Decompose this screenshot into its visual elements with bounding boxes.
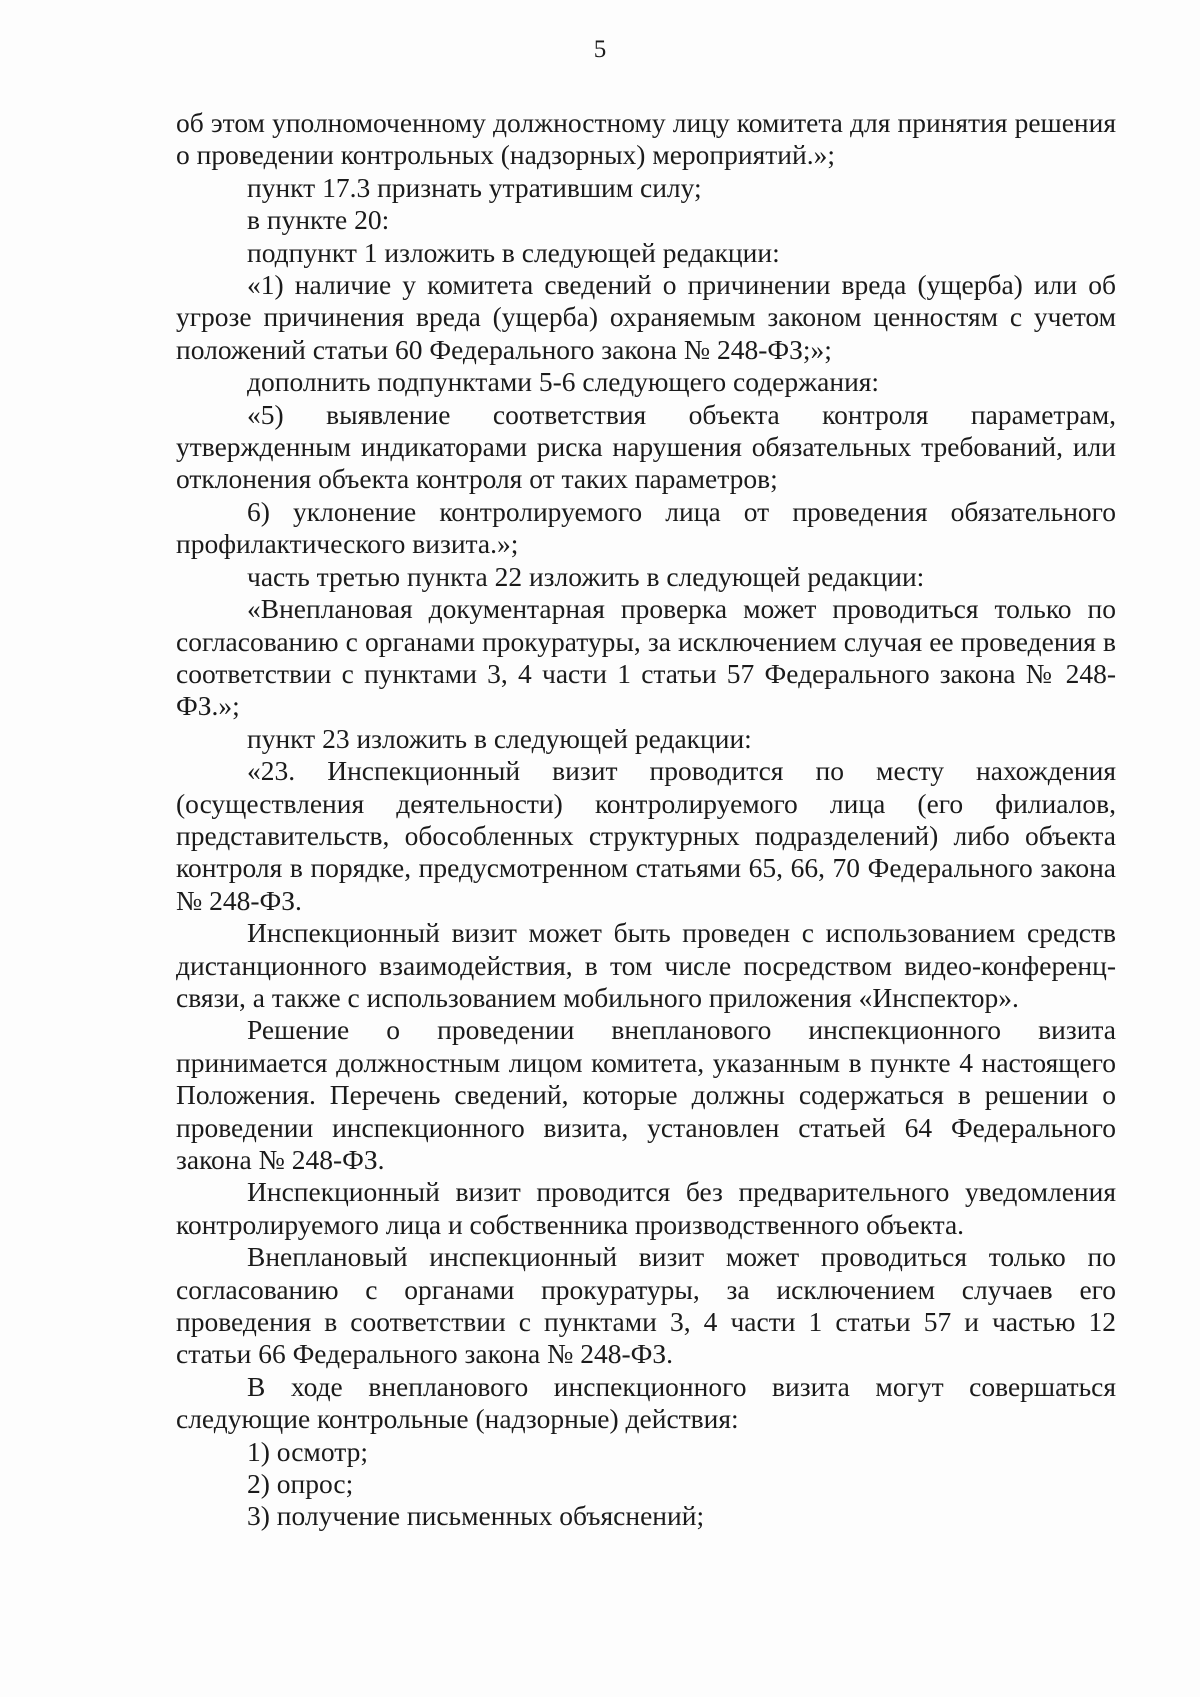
page-number: 5 (593, 36, 607, 63)
paragraph: В ходе внепланового инспекционного визита могут совершаться следующие контрольные (надзорные) действия: (176, 1370, 1116, 1435)
paragraph: 2) опрос; (247, 1468, 354, 1500)
paragraph: дополнить подпунктами 5-6 следующего содержания: (247, 366, 880, 398)
paragraph: «Внеплановая документарная проверка может проводиться только по согласованию с органами прокуратуры, за исключением случая ее проведения в соответствии с пунктами 3, 4 части 1 статьи 57 Федерального закона № 248-ФЗ.»; (176, 593, 1116, 722)
paragraph: Решение о проведении внепланового инспекционного визита принимается должностным лицом комитета, указанным в пункте 4 настоящего Положения. Перечень сведений, которые должны содержаться в решении о проведении инспекционного визита, установлен статьей 64 Федерального закона № 248-ФЗ. (176, 1014, 1116, 1175)
paragraph: «5) выявление соответствия объекта контроля параметрам, утвержденным индикаторами риска нарушения обязательных требований, или отклонения объекта контроля от таких параметров; (176, 398, 1116, 495)
paragraph: подпункт 1 изложить в следующей редакции: (247, 236, 780, 268)
paragraph: в пункте 20: (247, 204, 390, 236)
paragraph: пункт 17.3 признать утратившим силу; (247, 171, 702, 203)
paragraph: Инспекционный визит проводится без предварительного уведомления контролируемого лица и собственника производственного объекта. (176, 1176, 1116, 1240)
paragraph: Внеплановый инспекционный визит может проводиться только по согласованию с органами прокуратуры, за исключением случаев его проведения в соответствии с пунктами 3, 4 части 1 статьи 57 и частью 12 статьи 66 Федерального закона № 248-ФЗ. (176, 1241, 1116, 1370)
paragraph: «23. Инспекционный визит проводится по месту нахождения (осуществления деятельности) контролируемого лица (его филиалов, представительств, обособленных структурных подразделений) либо объекта контроля в порядке, предусмотренном статьями 65, 66, 70 Федерального закона № 248-ФЗ. (176, 755, 1116, 916)
paragraph: 6) уклонение контролируемого лица от проведения обязательного профилактического визита.»; (176, 495, 1116, 560)
document-body (176, 107, 1116, 1533)
paragraph: пункт 23 изложить в следующей редакции: (247, 722, 752, 754)
paragraph: Инспекционный визит может быть проведен с использованием средств дистанционного взаимодействия, в том числе посредством видео-конференц-связи, а также с использованием мобильного приложения «Инспектор». (176, 917, 1116, 1013)
paragraph: часть третью пункта 22 изложить в следующей редакции: (247, 560, 925, 592)
paragraph: 1) осмотр; (247, 1435, 368, 1467)
paragraph: «1) наличие у комитета сведений о причинении вреда (ущерба) или об угрозе причинения вреда (ущерба) охраняемым законом ценностям с учетом положений статьи 60 Федерального закона № 248-ФЗ;»; (176, 269, 1116, 365)
paragraph: 3) получение письменных объяснений; (247, 1500, 705, 1532)
paragraph: об этом уполномоченному должностному лицу комитета для принятия решения о проведении контрольных (надзорных) мероприятий.»; (176, 107, 1116, 171)
